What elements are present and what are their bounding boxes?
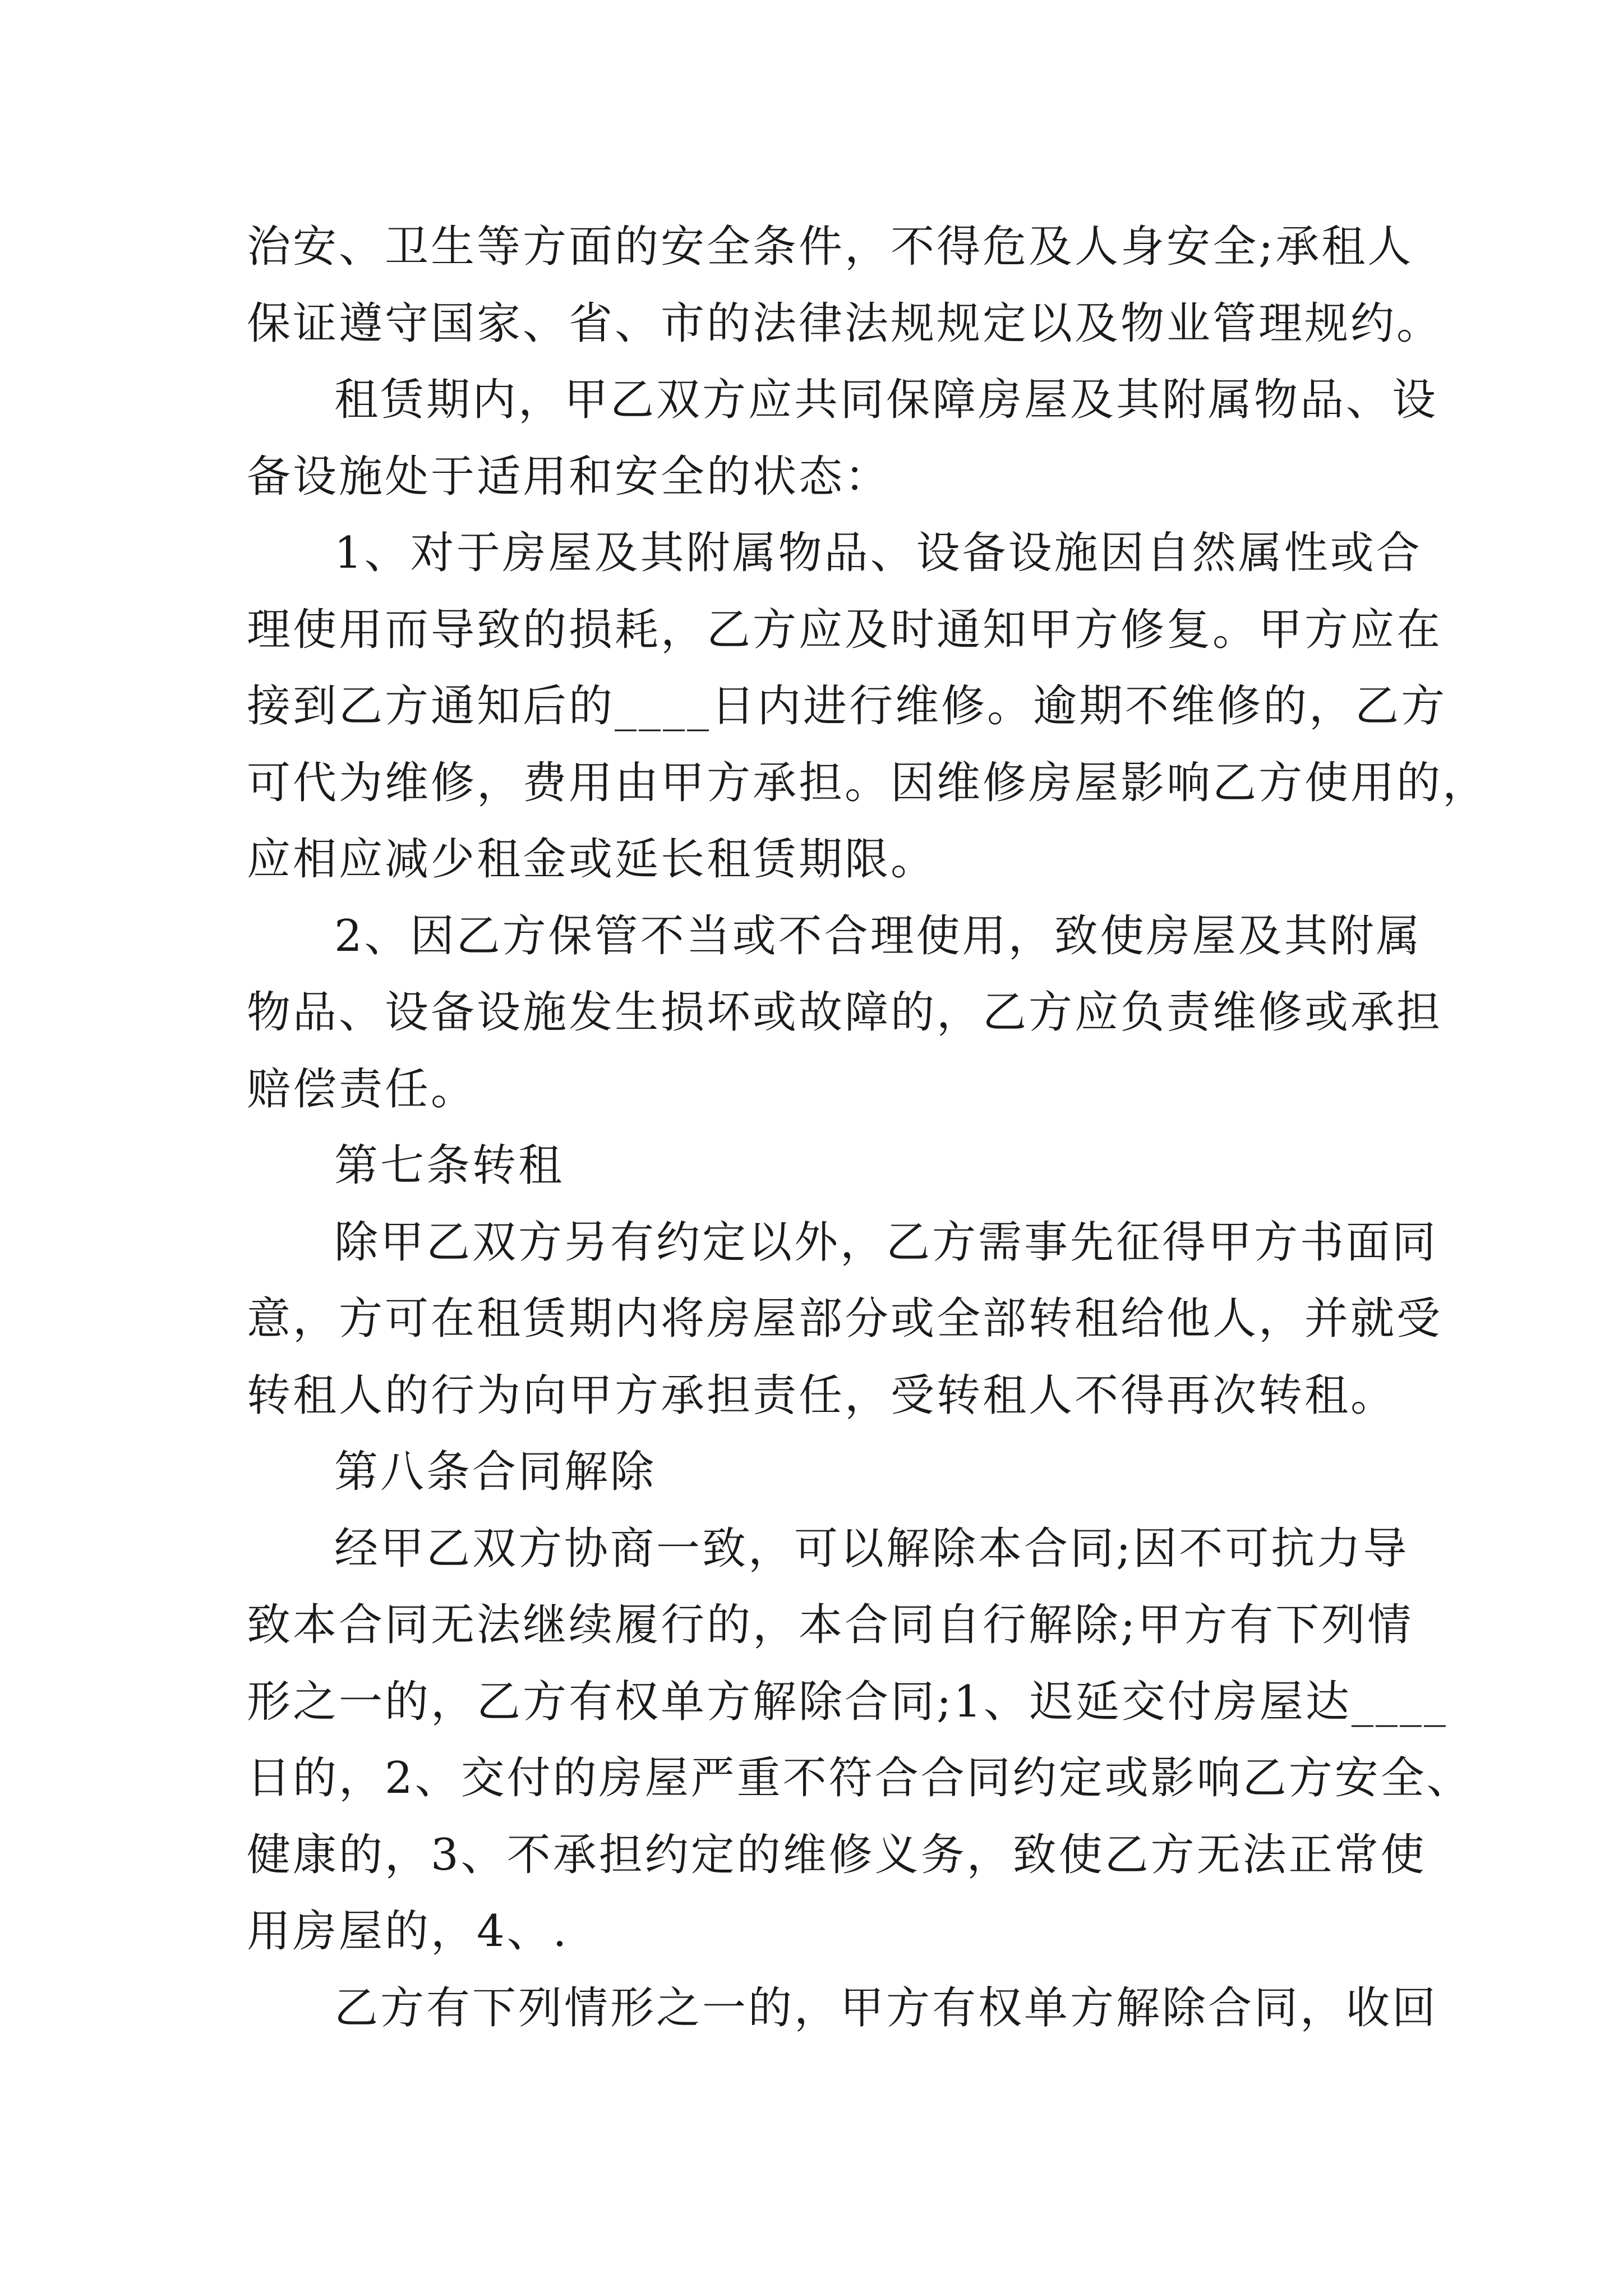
- text-line: 形之一的，乙方有权单方解除合同;1、迟延交付房屋达____: [247, 1676, 1448, 1727]
- text-line: 致本合同无法继续履行的，本合同自行解除;甲方有下列情: [247, 1600, 1414, 1650]
- text-line: 理使用而导致的损耗，乙方应及时通知甲方修复。甲方应在: [247, 604, 1443, 655]
- text-line: 治安、卫生等方面的安全条件，不得危及人身安全;承租人: [247, 222, 1414, 272]
- paragraph-lease-period: [247, 362, 1438, 515]
- heading-text: 第七条转租: [334, 1140, 565, 1191]
- paragraph-safety-conditions: [247, 209, 1443, 362]
- paragraph-landlord-rights: [247, 1970, 1438, 2047]
- paragraph-clause-1: [247, 515, 1489, 898]
- text-line: 赔偿责任。: [247, 1064, 477, 1115]
- paragraph-sublease: [247, 1204, 1443, 1434]
- text-line: 物品、设备设施发生损坏或故障的，乙方应负责维修或承担: [247, 987, 1443, 1038]
- text-line: 保证遵守国家、省、市的法律法规规定以及物业管理规约。: [247, 298, 1443, 349]
- document-page: [247, 209, 1489, 2046]
- text-line: 乙方有下列情形之一的，甲方有权单方解除合同，收回: [334, 1982, 1438, 2033]
- section-heading-sublease: [247, 1128, 1385, 1204]
- heading-text: 第八条合同解除: [334, 1447, 657, 1497]
- text-line: 日的，2、交付的房屋严重不符合合同约定或影响乙方安全、: [247, 1753, 1473, 1803]
- text-line: 意，方可在租赁期内将房屋部分或全部转租给他人，并就受: [247, 1294, 1443, 1344]
- text-line: 应相应减少租金或延长租赁期限。: [247, 834, 937, 885]
- text-line: 转租人的行为向甲方承担责任，受转租人不得再次转租。: [247, 1370, 1397, 1421]
- text-line: 备设施处于适用和安全的状态：: [247, 451, 891, 502]
- paragraph-termination: [247, 1511, 1473, 1970]
- text-line: 经甲乙双方协商一致，可以解除本合同;因不可抗力导: [334, 1523, 1409, 1574]
- text-line: 用房屋的，4、.: [247, 1906, 569, 1957]
- text-line: 健康的，3、不承担约定的维修义务，致使乙方无法正常使: [247, 1829, 1427, 1880]
- text-line: 2、因乙方保管不当或不合理使用，致使房屋及其附属: [334, 910, 1422, 961]
- text-line: 可代为维修，费用由甲方承担。因维修房屋影响乙方使用的，: [247, 757, 1489, 808]
- text-line: 1、对于房屋及其附属物品、设备设施因自然属性或合: [334, 528, 1422, 578]
- paragraph-clause-2: [247, 898, 1443, 1128]
- text-line: 租赁期内，甲乙双方应共同保障房屋及其附属物品、设: [334, 375, 1438, 425]
- section-heading-termination: [247, 1434, 1385, 1511]
- text-line: 除甲乙双方另有约定以外，乙方需事先征得甲方书面同: [334, 1217, 1438, 1268]
- text-line: 接到乙方通知后的____日内进行维修。逾期不维修的，乙方: [247, 681, 1447, 731]
